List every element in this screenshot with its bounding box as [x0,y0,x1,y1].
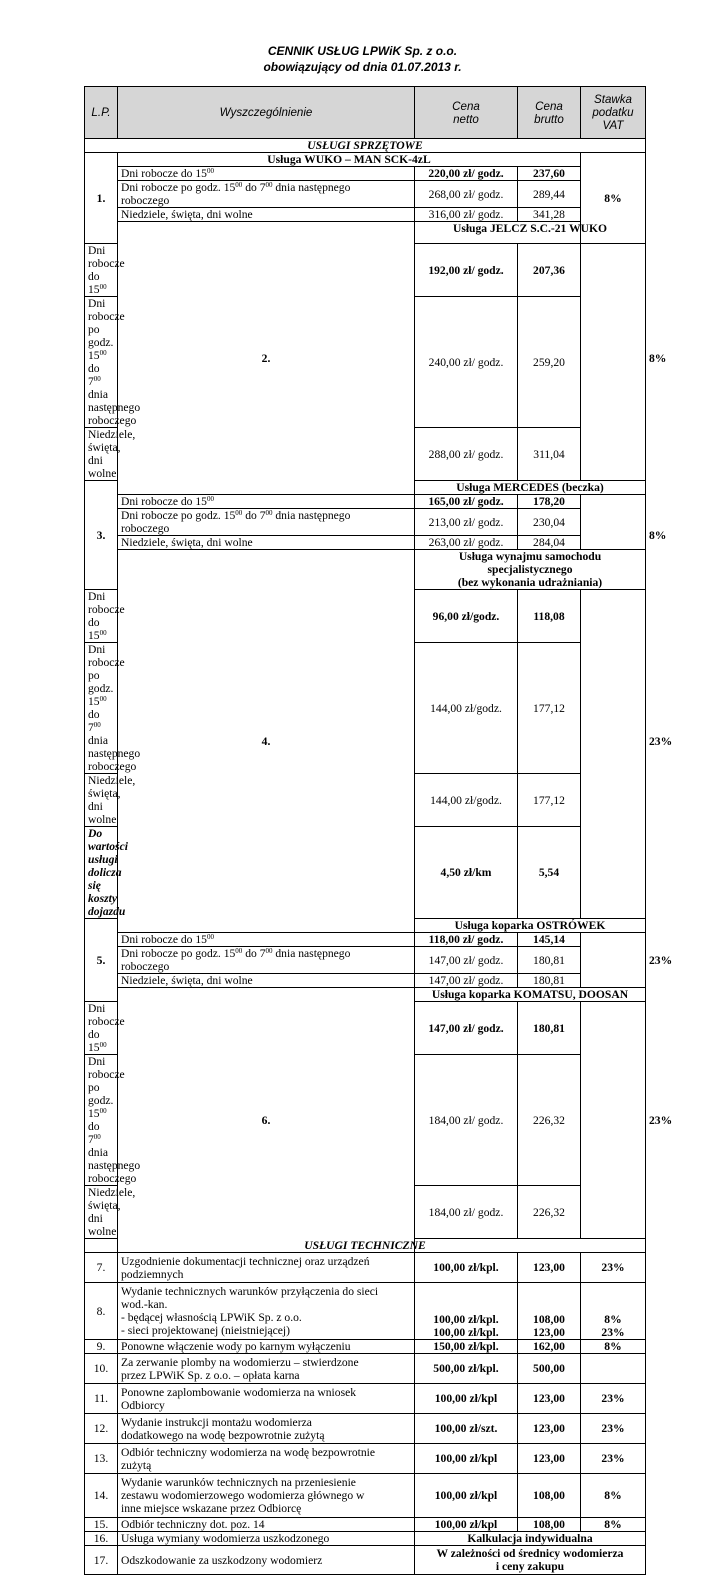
row-description: Odbiór techniczny wodomierza na wodę bezpowrotnie zużytą [118,1444,415,1474]
row-gross-price: 123,00 [518,1414,581,1444]
row-description: Usługa wymiany wodomierza uszkodzonego [118,1532,415,1546]
section-technical-services [85,1239,646,1253]
row-price-note: Kalkulacja indywidualna [415,1532,646,1546]
row-net-price: 500,00 zł/kpl. [415,1354,518,1384]
row-description: Dni robocze do $15^{00}$ [118,167,415,181]
row-lp: 3. [85,481,118,590]
row-lp: 6. [118,988,415,1253]
row-vat [581,1354,646,1384]
row-description: Niedziele, święta, dni wolne [118,974,415,988]
table-row-10 [85,1354,646,1384]
row-net-price: 263,00 zł/ godz. [415,536,518,550]
price-table [84,86,673,1575]
row-vat: 8% [581,1518,646,1532]
service-header-row: 3. Usługa MERCEDES (beczka) 8% [85,481,646,495]
row-net-price: 144,00 zł/godz. [415,774,518,827]
row-gross-price: 226,32 [518,1055,581,1186]
header-gross-price: Cena brutto [518,87,581,139]
table-row-13 [85,1444,646,1474]
row-gross-price: 123,00 [518,1253,581,1283]
row-lp: 8. [85,1283,118,1340]
row-gross-price: 311,04 [518,428,581,481]
service-name: Usługa wynajmu samochodu specjalistycznego (bez wykonania udrażniania) [415,550,646,590]
row-net-price: 100,00 zł/kpl. 100,00 zł/kpl. [415,1283,518,1340]
row-description: Dni robocze do $15^{00}$ [118,933,415,947]
row-net-price: 144,00 zł/godz. [415,643,518,774]
row-lp: 5. [85,919,118,1002]
price-row-weekday [85,167,646,181]
row-net-price: 96,00 zł/godz. [415,590,518,643]
service-name: Usługa MERCEDES (beczka) [415,481,646,495]
row-gross-price: 180,81 [518,974,581,988]
row-gross-price: 226,32 [518,1186,581,1239]
row-net-price: 184,00 zł/ godz. [415,1186,518,1239]
price-row-weekday [85,933,646,947]
row-gross-price: 177,12 [518,643,581,774]
table-row-11 [85,1384,646,1414]
price-row-after-hours [85,181,646,208]
row-description: Ponowne włączenie wody po karnym wyłączeniu [118,1340,415,1354]
row-gross-price: 230,04 [518,509,581,536]
row-net-price: 100,00 zł/kpl [415,1518,518,1532]
row-lp: 12. [85,1414,118,1444]
section-title: USŁUGI TECHNICZNE [85,1239,646,1253]
row-gross-price: 237,60 [518,167,581,181]
row-net-price: 100,00 zł/kpl [415,1384,518,1414]
row-gross-price: 145,14 [518,933,581,947]
header-lp: L.P. [85,87,118,139]
table-row-9 [85,1340,646,1354]
row-lp: 14. [85,1474,118,1518]
row-description: Dni robocze do $15^{00}$ [85,1002,118,1055]
row-vat: 8% 23% [581,1283,646,1340]
price-row-weekday [85,495,646,509]
row-vat: 8% [581,1474,646,1518]
row-lp: 16. [85,1532,118,1546]
row-gross-price: 289,44 [518,181,581,208]
row-net-price: 147,00 zł/ godz. [415,1002,518,1055]
row-vat: 8% [581,153,646,244]
header-description: Wyszczególnienie [118,87,415,139]
document-title [0,43,725,75]
row-description: Wydanie technicznych warunków przyłączenia do sieci wod.-kan. - będącej własnością LPWiK Sp. z o.o. - sieci projektowanej (nieistniejącej) [118,1283,415,1340]
row-gross-price: 5,54 [518,827,581,919]
row-description: Odbiór techniczny dot. poz. 14 [118,1518,415,1532]
row-vat: 8% [581,1340,646,1354]
table-row-7 [85,1253,646,1283]
price-row-holidays [85,208,646,222]
row-lp: 1. [85,153,118,244]
row-description: Dni robocze po godz. $15^{00}$ do $7^{00}$ dnia następnego roboczego [85,297,118,428]
row-net-price: 240,00 zł/ godz. [415,297,518,428]
service-name: Usługa koparka OSTRÓWEK [415,919,646,933]
row-gross-price: 108,00 123,00 [518,1283,581,1340]
service-header-row [85,153,646,167]
row-description: Niedziele, święta, dni wolne [85,774,118,827]
row-net-price: 165,00 zł/ godz. [415,495,518,509]
price-row-holidays [85,536,646,550]
row-net-price: 100,00 zł/kpl [415,1474,518,1518]
row-gross-price: 118,08 [518,590,581,643]
price-row-after-hours [85,509,646,536]
row-net-price: 268,00 zł/ godz. [415,181,518,208]
row-gross-price: 180,81 [518,947,581,974]
row-description: Dni robocze do $15^{00}$ [85,244,118,297]
row-description: Dni robocze po godz. $15^{00}$ do $7^{00}$ dnia następnego roboczego [85,1055,118,1186]
row-vat: 23% [581,1253,646,1283]
row-description: Dni robocze po godz. $15^{00}$ do $7^{00}$ dnia następnego roboczego [118,509,415,536]
service-header-row: 2. Usługa JELCZ S.C.-21 WUKO 8% [85,222,646,244]
row-gross-price: 108,00 [518,1474,581,1518]
price-row-after-hours [85,947,646,974]
row-net-price: 147,00 zł/ godz. [415,947,518,974]
row-net-price: 118,00 zł/ godz. [415,933,518,947]
row-lp: 2. [118,222,415,495]
header-vat-rate: Stawka podatku VAT [581,87,646,139]
row-description: Niedziele, święta, dni wolne [85,1186,118,1239]
row-net-price: 150,00 zł/kpl. [415,1340,518,1354]
table-row-17 [85,1546,646,1575]
row-lp: 9. [85,1340,118,1354]
row-description: Dni robocze po godz. $15^{00}$ do $7^{00}$ dnia następnego roboczego [85,643,118,774]
service-name: Usługa WUKO – MAN SCK-4zL [118,153,581,167]
row-description: Dni robocze po godz. $15^{00}$ do $7^{00}$ dnia następnego roboczego [118,947,415,974]
table-row-16 [85,1532,646,1546]
row-lp: 15. [85,1518,118,1532]
section-title: USŁUGI SPRZĘTOWE [85,139,646,153]
row-description: Odszkodowanie za uszkodzony wodomierz [118,1546,415,1575]
row-gross-price: 500,00 [518,1354,581,1384]
row-net-price: 100,00 zł/kpl. [415,1253,518,1283]
row-gross-price: 177,12 [518,774,581,827]
row-lp: 17. [85,1546,118,1575]
row-net-price: 192,00 zł/ godz. [415,244,518,297]
row-net-price: 288,00 zł/ godz. [415,428,518,481]
row-lp: 11. [85,1384,118,1414]
table-row-12 [85,1414,646,1444]
row-net-price: 220,00 zł/ godz. [415,167,518,181]
row-net-price: 316,00 zł/ godz. [415,208,518,222]
row-description: Dni robocze po godz. $15^{00}$ do $7^{00}$ dnia następnego roboczego [118,181,415,208]
row-lp: 13. [85,1444,118,1474]
row-gross-price: 207,36 [518,244,581,297]
price-row-holidays [85,974,646,988]
row-gross-price: 178,20 [518,495,581,509]
row-gross-price: 123,00 [518,1384,581,1414]
row-net-price: 184,00 zł/ godz. [415,1055,518,1186]
row-lp: 4. [118,550,415,933]
row-net-price: 100,00 zł/kpl [415,1444,518,1474]
row-vat: 23% [581,1414,646,1444]
row-description: Dni robocze do $15^{00}$ [85,590,118,643]
row-gross-price: 284,04 [518,536,581,550]
service-header-row: 6. Usługa koparka KOMATSU, DOOSAN 23% [85,988,646,1002]
row-gross-price: 162,00 [518,1340,581,1354]
table-row-8 [85,1283,646,1340]
row-net-price: 147,00 zł/ godz. [415,974,518,988]
row-net-price: 4,50 zł/km [415,827,518,919]
row-description: Niedziele, święta, dni wolne [85,428,118,481]
row-description: Ponowne zaplombowanie wodomierza na wniosek Odbiorcy [118,1384,415,1414]
service-name: Usługa koparka KOMATSU, DOOSAN [415,988,646,1002]
row-lp: 10. [85,1354,118,1384]
table-row-14 [85,1474,646,1518]
row-gross-price: 259,20 [518,297,581,428]
service-name: Usługa JELCZ S.C.-21 WUKO [415,222,646,244]
row-description: Niedziele, święta, dni wolne [118,536,415,550]
row-lp: 7. [85,1253,118,1283]
row-net-price: 100,00 zł/szt. [415,1414,518,1444]
title-line-1: CENNIK USŁUG LPWiK Sp. z o.o. [267,44,458,58]
row-net-price: 213,00 zł/ godz. [415,509,518,536]
row-description: Wydanie warunków technicznych na przeniesienie zestawu wodomierzowego wodomierza głównego w inne miejsce wskazane przez Odbiorcę [118,1474,415,1518]
row-description: Do wartości usługi dolicza się koszty dojazdu [85,827,118,919]
row-gross-price: 108,00 [518,1518,581,1532]
row-description: Niedziele, święta, dni wolne [118,208,415,222]
table-row-15 [85,1518,646,1532]
row-description: Dni robocze do $15^{00}$ [118,495,415,509]
row-description: Uzgodnienie dokumentacji technicznej oraz urządzeń podziemnych [118,1253,415,1283]
row-gross-price: 180,81 [518,1002,581,1055]
table-header-row [85,87,646,139]
service-header-row: 4. Usługa wynajmu samochodu specjalistycznego (bez wykonania udrażniania) 23% [85,550,646,590]
header-net-price: Cena netto [415,87,518,139]
row-vat: 23% [581,1444,646,1474]
title-line-2: obowiązujący od dnia 01.07.2013 r. [263,60,462,74]
service-header-row: 5. Usługa koparka OSTRÓWEK 23% [85,919,646,933]
row-description: Za zerwanie plomby na wodomierzu – stwierdzone przez LPWiK Sp. z o.o. – opłata karna [118,1354,415,1384]
section-equipment-services [85,139,646,153]
row-gross-price: 341,28 [518,208,581,222]
row-description: Wydanie instrukcji montażu wodomierza dodatkowego na wodę bezpowrotnie zużytą [118,1414,415,1444]
row-price-note: W zależności od średnicy wodomierza i ceny zakupu [415,1546,646,1575]
row-gross-price: 123,00 [518,1444,581,1474]
row-vat: 23% [581,1384,646,1414]
